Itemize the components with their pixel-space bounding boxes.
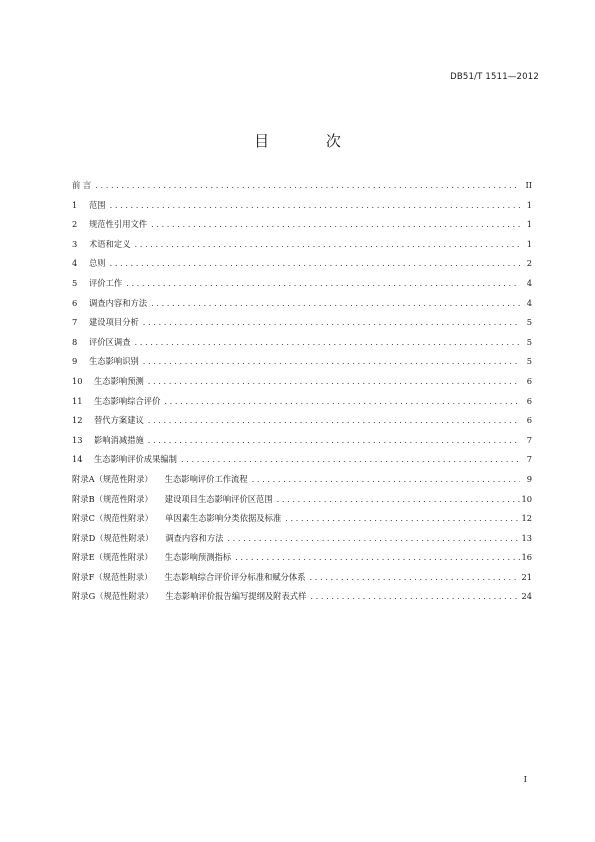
toc-entry-page: 2	[526, 258, 532, 269]
toc-leader-dots	[227, 533, 520, 543]
toc-entry-page: 4	[526, 277, 532, 288]
toc-appendix-d[interactable]	[72, 532, 532, 552]
toc-entry-11[interactable]	[72, 395, 532, 415]
toc-appendix-prefix: 附录G（规范性附录）	[72, 591, 154, 602]
toc-appendix-c[interactable]	[72, 512, 532, 532]
toc-appendix-label: 生态影响评价工作流程	[164, 473, 248, 484]
toc-entry-7[interactable]	[72, 316, 532, 336]
toc-entry-page: 1	[526, 199, 532, 210]
toc-entry-number: 9	[72, 356, 78, 367]
toc-entry-page: 4	[526, 297, 532, 308]
toc-entry-2[interactable]	[72, 218, 532, 238]
toc-entry-label: 评价区调查	[89, 336, 131, 347]
toc-entry-number: 6	[72, 297, 78, 308]
toc-entry-12[interactable]	[72, 414, 532, 434]
toc-entry-14[interactable]	[72, 453, 532, 473]
toc-entry-page: 12	[521, 513, 532, 524]
toc-leader-dots	[164, 396, 520, 406]
toc-entry-number: 13	[72, 434, 83, 445]
toc-leader-dots	[252, 474, 520, 484]
toc-entry-label: 术语和定义	[89, 238, 131, 249]
toc-entry-page: 24	[521, 591, 532, 602]
toc-title: 目 次	[254, 132, 367, 150]
toc-entry-3[interactable]	[72, 238, 532, 258]
toc-entry-label: 范围	[89, 199, 106, 210]
toc-appendix-prefix: 附录A（规范性附录）	[72, 473, 153, 484]
toc-entry-label: 评价工作	[89, 277, 123, 288]
toc-appendix-e[interactable]	[72, 551, 532, 571]
toc-appendix-label: 生态影响评价报告编写提纲及附表式样	[165, 591, 307, 602]
toc-leader-dots	[151, 219, 520, 229]
toc-entry-page: 5	[526, 336, 532, 347]
document-code: DB51/T 1511—2012	[450, 72, 539, 82]
toc-leader-dots	[135, 239, 521, 249]
toc-entry-label: 调查内容和方法	[89, 297, 148, 308]
toc-leader-dots	[310, 572, 521, 582]
toc-appendix-prefix: 附录E（规范性附录）	[72, 552, 153, 563]
toc-entry-number: 1	[72, 199, 78, 210]
toc-entry-number: 7	[72, 317, 78, 328]
toc-entry-label: 前 言	[72, 180, 92, 190]
toc-entry-10[interactable]	[72, 375, 532, 395]
toc-entry-page: 1	[526, 238, 532, 249]
toc-entry-page: 1	[526, 219, 532, 230]
toc-leader-dots	[143, 317, 520, 327]
toc-entry-number: 12	[72, 415, 83, 426]
toc-leader-dots	[181, 454, 520, 464]
toc-leader-dots	[110, 258, 520, 268]
toc-entry-number: 4	[72, 258, 78, 269]
toc-entry-page: 5	[526, 356, 532, 367]
toc-leader-dots	[135, 337, 521, 347]
toc-leader-dots	[285, 513, 520, 523]
toc-entry-label: 生态影响综合评价	[94, 395, 161, 406]
toc-leader-dots	[235, 552, 520, 562]
toc-appendix-b[interactable]	[72, 493, 532, 513]
page-number: I	[523, 775, 527, 785]
toc-entry-label: 生态影响预测	[94, 375, 144, 386]
toc-appendix-prefix: 附录D（规范性附录）	[72, 532, 154, 543]
toc-entry-number: 10	[72, 375, 83, 386]
toc-appendix-label: 生态影响预测指标	[164, 552, 232, 563]
toc-entry-label: 生态影响识别	[89, 356, 139, 367]
toc-appendix-prefix: 附录C（规范性附录）	[72, 513, 154, 524]
toc-leader-dots	[148, 415, 520, 425]
toc-entry-page: 10	[521, 493, 532, 504]
toc-entry-8[interactable]	[72, 336, 532, 356]
toc-appendix-prefix: 附录F（规范性附录）	[72, 571, 153, 582]
toc-entry-page: 7	[526, 434, 532, 445]
toc-entry-page: 6	[526, 395, 532, 406]
toc-entry-number: 5	[72, 277, 78, 288]
toc-leader-dots	[151, 298, 520, 308]
toc-entry-number: 8	[72, 336, 78, 347]
toc-appendix-label: 生态影响综合评价评分标准和赋分体系	[164, 571, 306, 582]
toc-leader-dots	[148, 435, 520, 445]
toc-entry-label: 建设项目分析	[89, 317, 139, 328]
toc-leader-dots	[95, 180, 520, 190]
toc-appendix-f[interactable]	[72, 571, 532, 591]
toc-entry-page: II	[525, 180, 532, 190]
toc-entry-label: 总则	[89, 258, 106, 269]
toc-entry-page: 9	[526, 473, 532, 484]
toc-entry-page: 21	[521, 571, 532, 582]
toc-entry-1[interactable]	[72, 199, 532, 219]
toc-entry-page: 13	[521, 532, 532, 543]
toc-entry-page: 5	[526, 317, 532, 328]
toc-appendix-g[interactable]	[72, 590, 532, 610]
toc-entry-page: 6	[526, 415, 532, 426]
toc-entry-number: 11	[72, 395, 83, 406]
toc-entry-6[interactable]	[72, 297, 532, 317]
toc-entry-page: 7	[526, 454, 532, 465]
toc-entry-preface[interactable]	[72, 179, 532, 199]
toc-entry-label: 生态影响评价成果编制	[94, 454, 177, 465]
table-of-contents	[72, 179, 532, 610]
toc-entry-page: 6	[526, 375, 532, 386]
toc-leader-dots	[126, 278, 520, 288]
toc-entry-number: 14	[72, 454, 83, 465]
toc-entry-label: 替代方案建议	[94, 415, 144, 426]
toc-entry-13[interactable]	[72, 434, 532, 454]
toc-entry-label: 规范性引用文件	[89, 219, 148, 230]
toc-leader-dots	[310, 591, 520, 601]
toc-entry-number: 3	[72, 238, 78, 249]
toc-leader-dots	[277, 494, 520, 504]
toc-appendix-prefix: 附录B（规范性附录）	[72, 493, 153, 504]
toc-entry-number: 2	[72, 219, 78, 230]
toc-entry-5[interactable]	[72, 277, 532, 297]
toc-appendix-label: 单因素生态影响分类依据及标准	[165, 513, 282, 524]
toc-appendix-label: 调查内容和方法	[165, 532, 224, 543]
toc-leader-dots	[148, 376, 520, 386]
toc-leader-dots	[110, 200, 520, 210]
toc-entry-label: 影响消减措施	[94, 434, 144, 445]
toc-entry-page: 16	[521, 552, 532, 563]
toc-appendix-label: 建设项目生态影响评价区范围	[164, 493, 273, 504]
toc-entry-9[interactable]	[72, 355, 532, 375]
toc-appendix-a[interactable]	[72, 473, 532, 493]
toc-entry-4[interactable]	[72, 257, 532, 277]
toc-leader-dots	[143, 356, 520, 366]
